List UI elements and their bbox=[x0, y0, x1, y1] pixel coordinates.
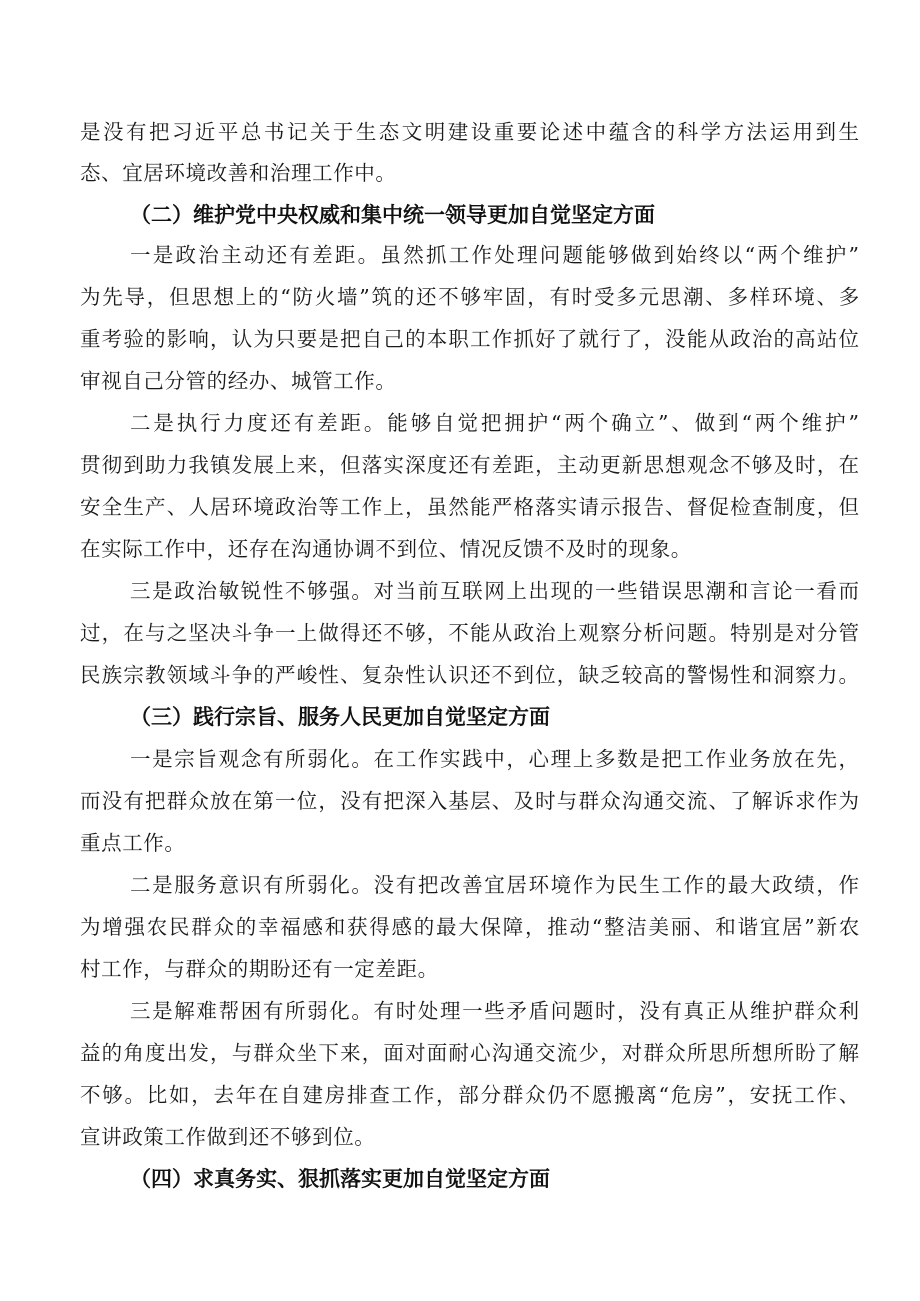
body-text-line: 村工作，与群众的期盼还有一定差距。 bbox=[80, 957, 439, 981]
body-text-line: 民 族 宗 教 领 域 斗 争 的 严 峻 性 、 复 杂 性 认 识 还 不 到 位 ， 缺 乏 较 高 的 警 惕 性 和 洞 察 力 。 bbox=[80, 663, 860, 687]
body-text-line: 益 的 角 度 出 发 ， 与 群 众 坐 下 来 ， 面 对 面 耐 心 沟 通 交 流 少 ， 对 群 众 所 思 所 想 所 盼 了 解 bbox=[80, 1041, 860, 1065]
body-text-line: 而 没 有 把 群 众 放 在 第 一 位 ， 没 有 把 深 入 基 层 、 及 时 与 群 众 沟 通 交 流 、 了 解 诉 求 作 为 bbox=[80, 789, 860, 813]
body-text-line: 审视自己分管的经办、城管工作。 bbox=[80, 369, 397, 393]
body-text-line: 一 是 宗 旨 观 念 有 所 弱 化 。 在 工 作 实 践 中 ， 心 理 上 多 数 是 把 工 作 业 务 放 在 先 ， bbox=[130, 747, 860, 771]
section-heading: （三）践行宗旨、服务人民更加自觉坚定方面 bbox=[130, 705, 550, 729]
body-text-line: 贯 彻 到 助 力 我 镇 发 展 上 来 ， 但 落 实 深 度 还 有 差 距 ， 主 动 更 新 思 想 观 念 不 够 及 时 ， 在 bbox=[80, 453, 860, 477]
body-text-line: 宣讲政策工作做到还不够到位。 bbox=[80, 1125, 376, 1149]
body-text-line: 安 全 生 产 、 人 居 环 境 政 治 等 工 作 上 ， 虽 然 能 严 格 落 实 请 示 报 告 、 督 促 检 查 制 度 ， 但 bbox=[80, 495, 860, 519]
body-text-line: 不 够 。 比 如 ， 去 年 在 自 建 房 排 查 工 作 ， 部 分 群 众 仍 不 愿 搬 离 “ 危 房 ” ， 安 抚 工 作 、 bbox=[80, 1083, 860, 1107]
body-text-line: 二 是 服 务 意 识 有 所 弱 化 。 没 有 把 改 善 宜 居 环 境 作 为 民 生 工 作 的 最 大 政 绩 ， 作 bbox=[130, 873, 860, 897]
body-text-line: 在实际工作中，还存在沟通协调不到位、情况反馈不及时的现象。 bbox=[80, 537, 692, 561]
section-heading: （二）维护党中央权威和集中统一领导更加自觉坚定方面 bbox=[130, 203, 655, 227]
body-text-line: 重 考 验 的 影 响 ， 认 为 只 要 是 把 自 己 的 本 职 工 作 抓 好 了 就 行 了 ， 没 能 从 政 治 的 高 站 位 bbox=[80, 327, 860, 351]
body-text-line: 态、宜居环境改善和治理工作中。 bbox=[80, 161, 397, 185]
body-text-line: 重点工作。 bbox=[80, 831, 186, 855]
body-text-line: 为 增 强 农 民 群 众 的 幸 福 感 和 获 得 感 的 最 大 保 障 ， 推 动 “ 整 洁 美 丽 、 和 谐 宜 居 ” 新 农 bbox=[80, 915, 860, 939]
body-text-line: 是 没 有 把 习 近 平 总 书 记 关 于 生 态 文 明 建 设 重 要 论 述 中 蕴 含 的 科 学 方 法 运 用 到 生 bbox=[80, 120, 860, 144]
body-text-line: 过 ， 在 与 之 坚 决 斗 争 一 上 做 得 还 不 够 ， 不 能 从 政 治 上 观 察 分 析 问 题 。 特 别 是 对 分 管 bbox=[80, 621, 860, 645]
body-text-line: 三 是 政 治 敏 锐 性 不 够 强 。 对 当 前 互 联 网 上 出 现 的 一 些 错 误 思 潮 和 言 论 一 看 而 bbox=[130, 579, 860, 603]
body-text-line: 二 是 执 行 力 度 还 有 差 距 。 能 够 自 觉 把 拥 护 “ 两 个 确 立 ” 、 做 到 “ 两 个 维 护 ” bbox=[130, 411, 860, 435]
body-text-line: 一 是 政 治 主 动 还 有 差 距 。 虽 然 抓 工 作 处 理 问 题 能 够 做 到 始 终 以 “ 两 个 维 护 ” bbox=[130, 243, 860, 267]
body-text-line: 三 是 解 难 帮 困 有 所 弱 化 。 有 时 处 理 一 些 矛 盾 问 题 时 ， 没 有 真 正 从 维 护 群 众 利 bbox=[130, 999, 860, 1023]
body-text-line: 为 先 导 ， 但 思 想 上 的 “ 防 火 墙 ” 筑 的 还 不 够 牢 固 ， 有 时 受 多 元 思 潮 、 多 样 环 境 、 多 bbox=[80, 285, 860, 309]
section-heading: （四）求真务实、狠抓落实更加自觉坚定方面 bbox=[130, 1167, 550, 1191]
